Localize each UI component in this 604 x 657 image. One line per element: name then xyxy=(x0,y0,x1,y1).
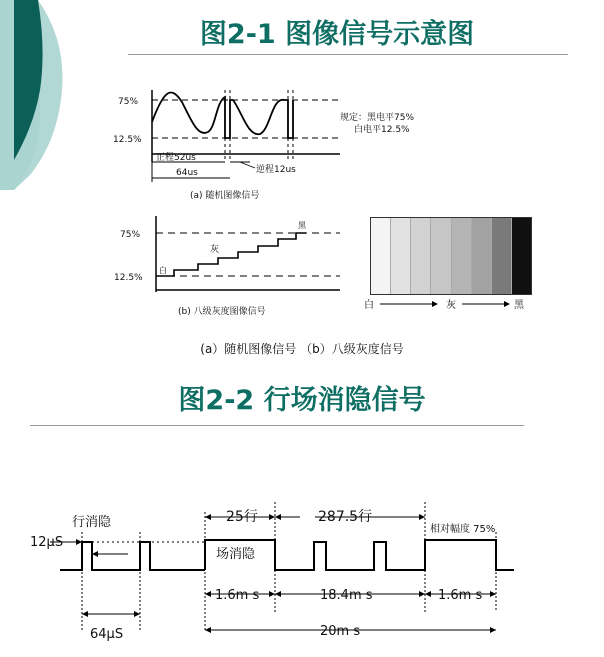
title-1-underline xyxy=(128,54,568,55)
gray-bar xyxy=(472,218,492,294)
figure-b-gray-staircase xyxy=(110,210,360,322)
fig-b-y-low-label: 12.5% xyxy=(114,273,143,283)
gray-bar xyxy=(452,218,472,294)
t12-label: 12μS xyxy=(30,535,64,550)
gray-bars-axis xyxy=(362,295,537,313)
field-blank-label: 场消隐 xyxy=(216,547,256,562)
figure-caption: (a）随机图像信号 （b）八级灰度信号 xyxy=(200,342,404,356)
bar-white-label: 白 xyxy=(364,300,374,311)
bar-black-label: 黑 xyxy=(514,300,524,311)
gray-bar xyxy=(371,218,391,294)
t20-label: 20m s xyxy=(320,624,361,639)
fig-a-y-low-label: 12.5% xyxy=(113,135,142,145)
t184-label: 18.4m s xyxy=(320,588,373,603)
fig-a-period-label: 64us xyxy=(176,168,198,178)
amp-label: 相对幅度 75% xyxy=(430,524,496,535)
bar-gray-label: 灰 xyxy=(446,300,456,311)
fig-b-black-label: 黑 xyxy=(298,221,306,230)
gray-bar xyxy=(391,218,411,294)
gray-bar xyxy=(431,218,451,294)
fig-a-forward-label: 正程52us xyxy=(156,153,196,163)
fig-a-caption: (a) 随机图像信号 xyxy=(190,191,260,201)
figure-a-random-signal xyxy=(110,82,490,207)
fig-b-y-high-label: 75% xyxy=(120,230,141,240)
lines25-label: 25行 xyxy=(226,509,258,525)
figure-2-2-blanking xyxy=(30,492,530,652)
fig-a-note-line1: 规定：黑电平75% xyxy=(340,113,415,123)
fig-a-note-line2: 白电平12.5% xyxy=(354,125,410,135)
gray-bar xyxy=(411,218,431,294)
t64-label: 64μS xyxy=(90,627,124,642)
lines2875-label: 287.5行 xyxy=(318,509,373,525)
gray-bars xyxy=(370,217,532,295)
fig-b-gray-label: 灰 xyxy=(210,245,220,255)
t16b-label: 1.6m s xyxy=(438,588,483,603)
slide-title-1: 图2-1 图像信号示意图 xyxy=(199,19,475,50)
fig-b-caption: (b) 八级灰度图像信号 xyxy=(178,307,266,317)
gray-bar xyxy=(512,218,531,294)
slide-title-2: 图2-2 行场消隐信号 xyxy=(178,385,426,416)
line-blank-label: 行消隐 xyxy=(72,515,112,530)
t16a-label: 1.6m s xyxy=(215,588,260,603)
fig-b-white-label: 白 xyxy=(159,266,167,275)
fig-a-y-high-label: 75% xyxy=(118,97,139,107)
gray-bar xyxy=(492,218,512,294)
title-2-underline xyxy=(30,425,524,426)
fig-a-retrace-label: 逆程12us xyxy=(256,165,296,175)
